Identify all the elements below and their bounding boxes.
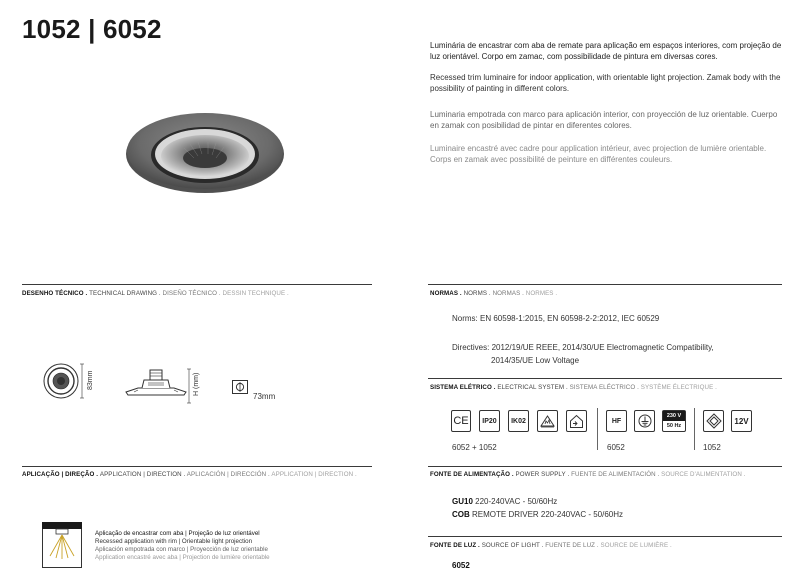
section-rule — [22, 284, 372, 285]
flammable-surface-icon — [537, 410, 558, 432]
ce-mark-icon: CE — [451, 410, 471, 432]
section-rule — [428, 536, 782, 537]
diameter-dimension: 83mm — [87, 370, 94, 390]
section-rule — [428, 378, 782, 379]
section-rule — [428, 284, 782, 285]
application-line-fr: Application encastré avec aba | Projection de lumière orientable — [95, 554, 270, 561]
power-supply-cob: COB REMOTE DRIVER 220-240VAC - 50/60Hz — [452, 510, 624, 519]
power-supply-header: FONTE DE ALIMENTAÇÃO . POWER SUPPLY . FUENTE DE ALIMENTACIÓN . SOURCE D'ALIMENTATION . — [430, 471, 746, 478]
frequency-label: 50 Hz — [666, 423, 682, 429]
light-source-header: FONTE DE LUZ . SOURCE OF LIGHT . FUENTE DE LUZ . SOURCE DE LUMIÈRE . — [430, 542, 672, 549]
application-header: APLICAÇÃO | DIREÇÃO . APPLICATION | DIRECTION . APLICACIÓN | DIRECCIÓN . APPLICATION | DIRECTION . — [22, 471, 357, 478]
norms-line: Norms: EN 60598-1:2015, EN 60598-2-2:2012, IEC 60529 — [452, 314, 660, 323]
height-dimension-line — [186, 368, 192, 404]
group-separator — [694, 408, 695, 450]
technical-drawing-header: DESENHO TÉCNICO . TECHNICAL DRAWING . DISEÑO TÉCNICO . DESSIN TECHNIQUE . — [22, 290, 289, 297]
description-en: Recessed trim luminaire for indoor application, with orientable light projection. Zamak body with the possibility of painting in different colors. — [430, 73, 781, 93]
product-photo — [124, 108, 286, 194]
recessed-application-icon — [42, 522, 82, 568]
top-view-drawing — [42, 362, 86, 400]
class-ii-icon — [703, 410, 724, 432]
indoor-use-icon — [566, 410, 587, 432]
electrical-system-header: SISTEMA ELÉTRICO . ELECTRICAL SYSTEM . SISTEMA ELÉCTRICO . SYSTÈME ÉLECTRIQUE . — [430, 384, 717, 391]
group2-label: 6052 — [607, 443, 625, 452]
earth-icon — [634, 410, 655, 432]
hf-icon: HF — [606, 410, 627, 432]
ik02-icon: IK02 — [508, 410, 529, 432]
norms-header: NORMAS . NORMS . NORMAS . NORMES . — [430, 290, 558, 297]
power-supply-gu10: GU10 220-240VAC - 50/60Hz — [452, 497, 558, 506]
description-es: Luminaria empotrada con marco para aplicación interior, con proyección de luz orientable. Cuerpo en zamak con posibilidad de pintar en diferentes colores. — [430, 110, 778, 130]
section-rule — [428, 466, 782, 467]
section-rule — [22, 466, 372, 467]
description-pt: Luminária de encastrar com aba de remate para aplicação em espaços interiores, com projeção de luz orientável. Corpo em zamac, com possibilidade de pintura em diversas cores. — [430, 41, 782, 61]
voltage-frequency-icon — [662, 410, 686, 432]
cutout-dimension: 73mm — [253, 392, 276, 401]
light-source-model: 6052 — [452, 561, 470, 570]
height-dimension: H (mm) — [193, 372, 200, 396]
group1-label: 6052 + 1052 — [452, 443, 497, 452]
application-line-pt: Aplicação de encastrar com aba | Projeção de luz orientável — [95, 530, 260, 537]
application-line-es: Aplicación empotrada con marco | Proyección de luz orientable — [95, 546, 268, 553]
voltage-label: 230 V — [663, 411, 685, 421]
12v-icon: 12V — [731, 410, 752, 432]
side-view-drawing — [124, 366, 188, 406]
group-separator — [597, 408, 598, 450]
cutout-circle-icon — [232, 380, 248, 394]
product-model-title: 1052 | 6052 — [22, 14, 162, 44]
group3-label: 1052 — [703, 443, 721, 452]
description-fr: Luminaire encastré avec cadre pour application intérieur, avec projection de lumière orientable. Corps en zamak avec possibilité de peinture en différentes couleurs. — [430, 144, 767, 164]
application-line-en: Recessed application with rim | Orientable light projection — [95, 538, 253, 545]
directives-line: Directives: 2012/19/UE REEE, 2014/30/UE Electromagnetic Compatibility, — [452, 343, 714, 352]
directives-line-2: 2014/35/UE Low Voltage — [491, 356, 580, 365]
ip20-icon: IP20 — [479, 410, 500, 432]
